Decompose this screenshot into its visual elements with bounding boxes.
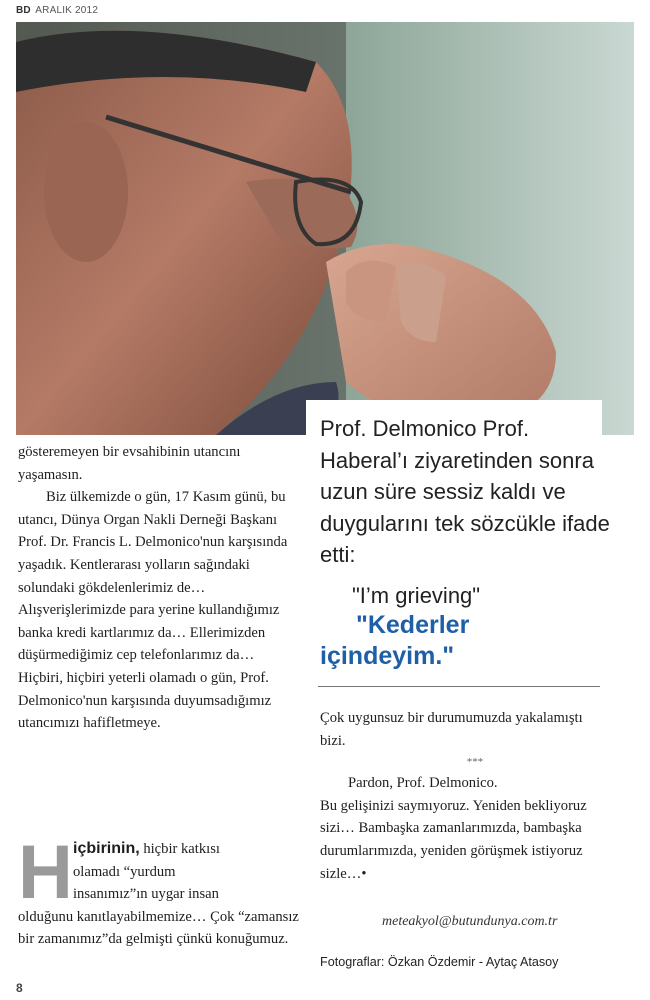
magazine-brand: BD xyxy=(16,5,31,16)
left-paragraph-2: Biz ülkemizde o gün, 17 Kasım günü, bu utancı, Dünya Organ Nakli Derneği Başkanı Prof. Dr. Francis L. Delmonico'nun karşısında yaşadık. Kentlerarası yolların sağındaki solundaki gökdelenlerimiz de… Alışverişlerimizde para yerine kullandığımız banka kredi kartlarımız da… Ellerimizden düşürmediğimiz cep telefonlarımız da… xyxy=(18,489,288,664)
photo-credits: Fotograflar: Özkan Özdemir - Aytaç Atasoy xyxy=(320,955,559,969)
divider xyxy=(318,686,600,687)
right-column xyxy=(320,707,610,885)
pullquote-text: Prof. Delmonico Prof. Haberal’ı ziyaretinden sonra uzun süre sessiz kaldı ve duygularını tek sözcükle ifade etti: xyxy=(320,416,610,567)
left-paragraph-1: gösteremeyen bir evsahibinin utancını yaşamasın. xyxy=(18,444,241,483)
right-paragraph-1: Çok uygunsuz bir durumumuzda yakalamıştı bizi. xyxy=(320,710,583,749)
pullquote-turkish xyxy=(320,610,610,672)
pullquote-english: "I’m grieving" xyxy=(352,583,481,608)
dropcap-line-1 xyxy=(18,838,308,861)
right-paragraph-2: Pardon, Prof. Delmonico. xyxy=(348,775,498,792)
issue-date: ARALIK 2012 xyxy=(35,5,99,16)
dropcap-paragraph xyxy=(18,830,308,951)
issue-header xyxy=(16,5,98,16)
left-paragraph-3: Hiçbiri, hiçbiri yeterli olamadı o gün, Prof. Delmonico'nun karşısında duyumsadığımız utancımızı hafifletmeye. xyxy=(18,669,272,732)
left-column xyxy=(18,441,308,735)
dropcap-letter: H xyxy=(18,830,73,915)
dropcap-rest: olduğunu kanıtlayabilmemize… Çok “zamansız bir zamanımız”da gelmişti çünkü konuğumuz. xyxy=(18,908,299,948)
page-number: 8 xyxy=(16,981,23,995)
author-email: meteakyol@butundunya.com.tr xyxy=(382,914,558,929)
dropcap-line-2: olamadı “yurdum xyxy=(73,863,176,880)
pullquote-turkish-line2: içindeyim." xyxy=(320,642,455,670)
portrait-photo xyxy=(16,22,634,435)
lead-bold-word: içbirinin, xyxy=(73,840,140,857)
right-paragraph-3: Bu gelişinizi saymıyoruz. Yeniden bekliyoruz sizi… Bambaşka zamanlarımızda, bambaşka durumlarımızda, yeniden görüşmek istiyoruz sizle…• xyxy=(320,797,587,882)
pullquote-turkish-line1: "Kederler xyxy=(356,611,470,639)
section-separator: *** xyxy=(466,756,484,769)
photo-portrait-icon xyxy=(16,22,634,435)
dropcap-line-1-rest: hiçbir katkısı xyxy=(139,841,220,857)
dropcap-line-3: insanımız”ın uygar insan xyxy=(73,886,219,903)
